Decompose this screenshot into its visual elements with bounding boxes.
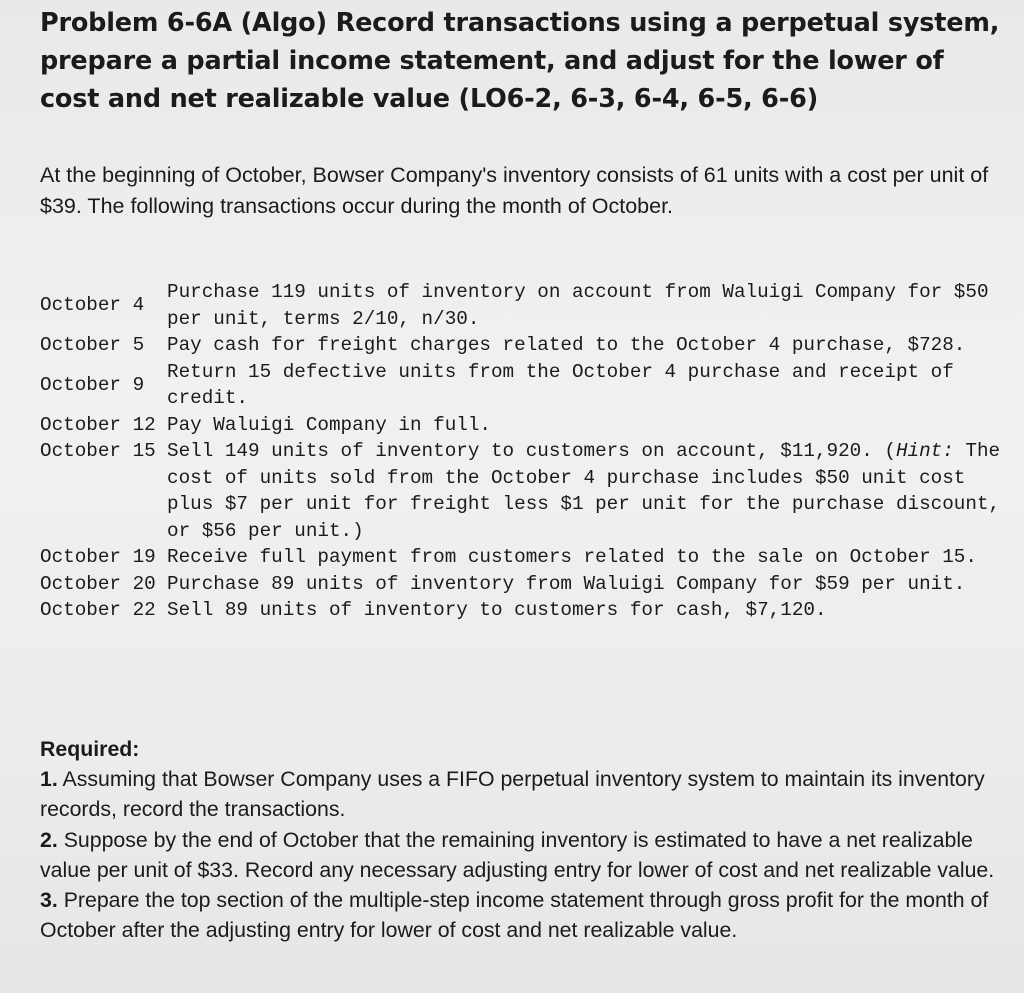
- transaction-row: [40, 597, 1010, 624]
- required-item-number: 3.: [40, 888, 58, 913]
- problem-title: Problem 6-6A (Algo) Record transactions using a perpetual system, prepare a partial income statement, and adjust for the lower of cost and net realizable value (LO6-2, 6-3, 6-4, 6-5, 6-6): [40, 8, 1000, 114]
- required-item-number: 1.: [40, 767, 58, 792]
- transaction-description: Purchase 89 units of inventory from Waluigi Company for $59 per unit.: [167, 572, 966, 595]
- transaction-description: Purchase 119 units of inventory on account from Waluigi Company for $50 per unit, terms 2/10, n/30.: [167, 281, 989, 330]
- transaction-description: Return 15 defective units from the October 4 purchase and receipt of credit.: [167, 360, 954, 409]
- transaction-date: October 12: [40, 413, 156, 436]
- transaction-hint-text: The cost of units sold from the October 4 purchase includes $50 unit cost plus $7 per unit for freight less $1 per unit for the purchase discount, or $56 per unit.): [167, 440, 1001, 542]
- transaction-date: October 19: [40, 546, 156, 568]
- transaction-row: [40, 279, 1010, 332]
- transaction-description: Sell 89 units of inventory to customers for cash, $7,120.: [167, 599, 827, 621]
- required-heading: Required:: [40, 737, 140, 761]
- required-list: [40, 764, 1010, 945]
- transaction-row: [40, 544, 1010, 571]
- transaction-text: Sell 149 units of inventory to customers on account, $11,920. (: [167, 440, 896, 462]
- transaction-date: October 20: [40, 572, 156, 595]
- problem-intro: At the beginning of October, Bowser Company's inventory consists of 61 units with a cost per unit of $39. The following transactions occur during the month of October.: [40, 163, 989, 218]
- transaction-date: October 9: [40, 373, 145, 396]
- hint-label: Hint:: [895, 440, 954, 462]
- required-item-text: Assuming that Bowser Company uses a FIFO perpetual inventory system to maintain its inventory records, record the transactions.: [40, 767, 985, 822]
- required-section: [40, 734, 1010, 945]
- transaction-row: [40, 438, 1010, 544]
- transaction-date: October 4: [40, 294, 145, 317]
- required-item: [40, 764, 1010, 824]
- transaction-row: [40, 332, 1010, 359]
- transaction-row: [40, 571, 1010, 598]
- transaction-description: Pay cash for freight charges related to the October 4 purchase, $728.: [167, 334, 966, 356]
- transaction-date: October 5: [40, 334, 145, 356]
- transaction-row: [40, 359, 1010, 412]
- required-item: [40, 885, 1010, 945]
- transaction-date: October 15: [40, 440, 156, 462]
- transaction-description: Receive full payment from customers related to the sale on October 15.: [167, 546, 977, 568]
- required-item-text: Suppose by the end of October that the remaining inventory is estimated to have a net realizable value per unit of $33. Record any necessary adjusting entry for lower of cost and net realizable value.: [40, 827, 995, 882]
- transaction-date: October 22: [40, 599, 156, 621]
- required-item: [40, 825, 1010, 885]
- required-item-number: 2.: [40, 827, 58, 852]
- required-item-text: Prepare the top section of the multiple-step income statement through gross profit for the month of October after the adjusting entry for lower of cost and net realizable value.: [40, 888, 989, 943]
- transaction-list: [40, 279, 1010, 624]
- transaction-description: [167, 438, 1010, 544]
- transaction-description: Pay Waluigi Company in full.: [167, 413, 491, 436]
- transaction-row: [40, 412, 1010, 439]
